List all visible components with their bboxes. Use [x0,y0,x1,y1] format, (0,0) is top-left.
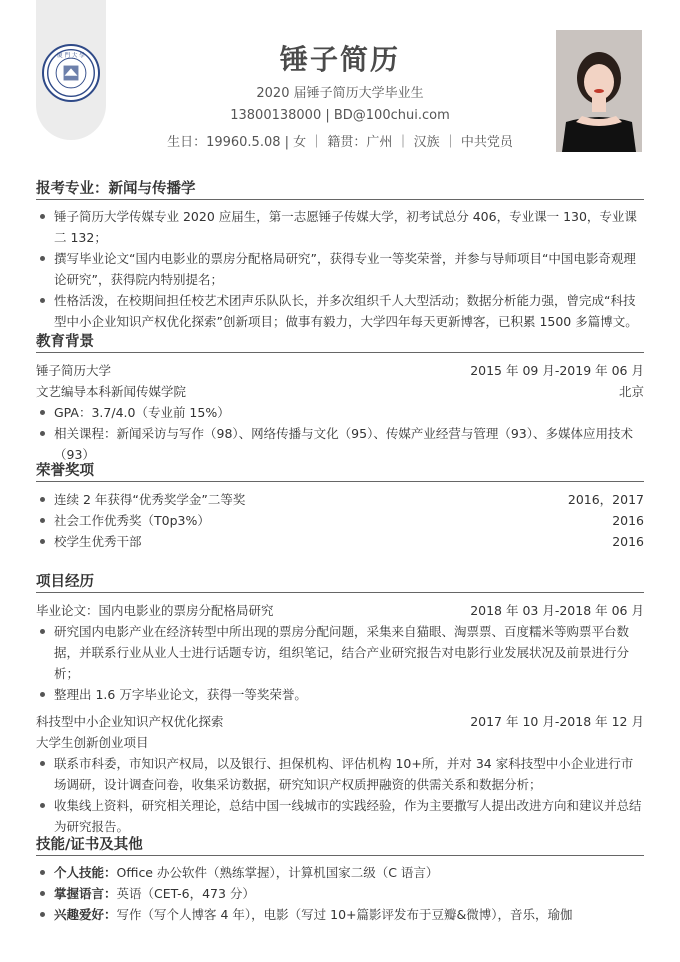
honor-text: 连续 2 年获得“优秀奖学金”二等奖 [54,492,246,507]
candidate-name: 锤子简历 [279,43,400,76]
department: 文艺编导本科新闻传媒学院 [36,384,187,399]
project-name: 毕业论文：国内电影业的票房分配格局研究 [36,603,274,618]
section-divider [36,199,644,200]
honor-year: 2016，2017 [567,492,644,507]
honor-year: 2016 [612,513,644,528]
skill-label: 掌握语言： [54,886,117,901]
school-name: 锤子简历大学 [36,363,112,378]
location: 北京 [618,384,644,399]
honor-text: 社会工作优秀奖（T0p3%） [54,513,210,528]
skill-item [36,862,644,883]
skill-item [36,904,644,925]
section-divider [36,481,644,482]
list-item: 锤子简历大学传媒专业 2020 应届生，第一志愿锤子传媒大学，初考试总分 406，专业课一 130，专业课二 132； [36,206,644,248]
skill-text: Office 办公软件（熟练掌握），计算机国家二级（C 语言） [116,865,439,880]
skill-item [36,883,644,904]
honors-section [36,459,644,552]
section-title: 技能/证书及其他 [36,837,143,853]
section-divider [36,855,644,856]
skill-text: 写作（写个人博客 4 年），电影（写过 10+篇影评发布于豆瓣&微博），音乐，瑜伽 [116,907,573,922]
candidate-subtitle: 2020 届锤子简历大学毕业生 [256,86,424,101]
skill-label: 兴趣爱好： [54,907,117,922]
honor-year: 2016 [612,534,644,549]
education-dept-row [36,381,644,402]
project-name: 科技型中小企业知识产权优化探索 [36,714,224,729]
list-item: 相关课程：新闻采访与写作（98）、网络传播与文化（95）、传媒产业经营与管理（93）、多媒体应用技术（93） [36,423,644,465]
honor-item [36,510,644,531]
skills-section [36,833,644,925]
section-divider [36,592,644,593]
honor-text: 校学生优秀干部 [54,534,142,549]
personal-info: 生日：19960.5.08 | 女 ｜ 籍贯：广州 ｜ 汉族 ｜ 中共党员 [167,135,513,150]
section-title: 报考专业：新闻与传播学 [36,181,196,197]
svg-text:廈 門 大 學: 廈 門 大 學 [57,53,85,60]
project-period: 2018 年 03 月-2018 年 06 月 [470,603,644,618]
honor-item [36,489,644,510]
project-header [36,600,644,621]
projects-section [36,570,644,837]
project-role-row [36,732,644,753]
list-item: 性格活泼，在校期间担任校艺术团声乐队队长，并多次组织千人大型活动；数据分析能力强，曾完成“科技型中小企业知识产权优化探索”创新项目；做事有毅力，大学四年每天更新博客，已积累 1500 多篇博文。 [36,290,644,332]
skill-label: 个人技能： [54,865,117,880]
list-item: GPA：3.7/4.0（专业前 15%） [36,402,644,423]
skill-text: 英语（CET-6，473 分） [116,886,255,901]
list-item: 收集线上资料，研究相关理论，总结中国一线城市的实践经验，作为主要撒写人提出改进方向和建议并总结为研究报告。 [36,795,644,837]
education-section [36,330,644,465]
contact-info: 13800138000 | BD@100chui.com [230,108,450,123]
education-entry [36,360,644,381]
honor-item [36,531,644,552]
project-period: 2017 年 10 月-2018 年 12 月 [470,714,644,729]
list-item: 联系市科委，市知识产权局，以及银行、担保机构、评估机构 10+所，并对 34 家科技型中小企业进行市场调研，设计调查问卷，收集采访数据，研究知识产权质押融资的供需关系和数据分析； [36,753,644,795]
project-header [36,711,644,732]
section-title: 教育背景 [36,334,94,350]
list-item: 研究国内电影产业在经济转型中所出现的票房分配问题，采集来自猫眼、淘票票、百度糯米等购票平台数据，并联系行业从业人士进行话题专访，组织笔记，结合产业研究报告对电影行业发展状况及前景进行分析； [36,621,644,684]
education-period: 2015 年 09 月-2019 年 06 月 [470,363,644,378]
section-title: 荣誉奖项 [36,463,94,479]
section-divider [36,352,644,353]
list-item: 整理出 1.6 万字毕业论文，获得一等奖荣誉。 [36,684,644,705]
major-section [36,177,644,332]
project-role: 大学生创新创业项目 [36,735,149,750]
list-item: 撰写毕业论文“国内电影业的票房分配格局研究”，获得专业一等奖荣誉，并参与导师项目“中国电影奇观理论研究”，获得院内特别提名； [36,248,644,290]
section-title: 项目经历 [36,574,94,590]
